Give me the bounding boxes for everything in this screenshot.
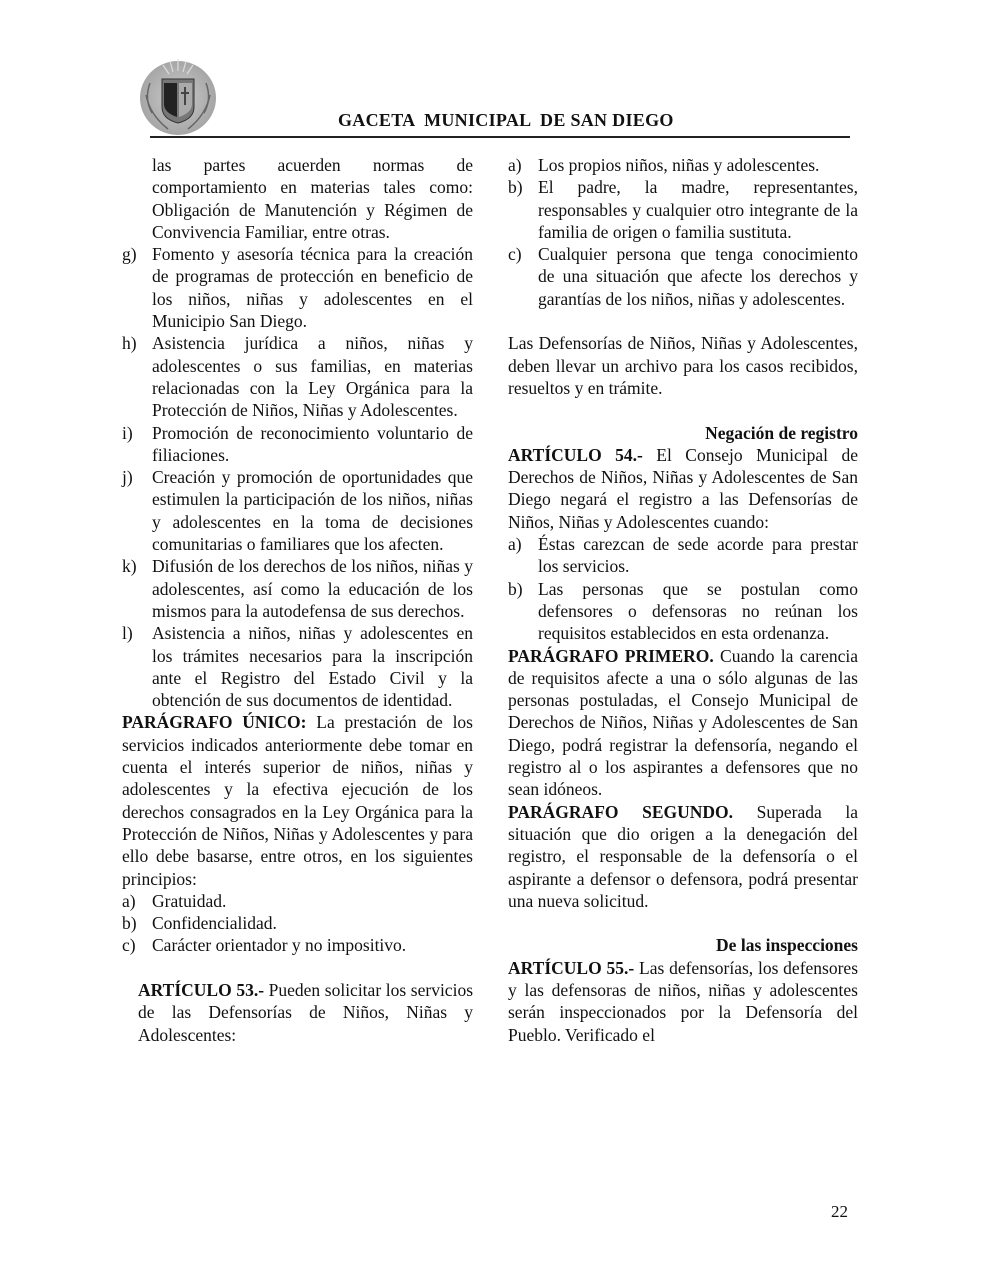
paragrafo-segundo-text: Superada la situación que dio origen a la denegación del registro, el responsable de la defensoría o el aspirante a defensor o defensora, podrá presentar una nueva solicitud. bbox=[508, 801, 858, 911]
list-marker: j) bbox=[122, 467, 133, 488]
list-marker: l) bbox=[122, 623, 133, 644]
list-text: Los propios niños, niñas y adolescentes. bbox=[538, 155, 820, 175]
principle-item-b bbox=[122, 912, 473, 934]
article-53 bbox=[122, 979, 473, 1046]
article-55-text: Las defensorías, los defensores y las defensoras de niños, niñas y adolescentes serán inspeccionados por la Defensoría del Pueblo. Verificado el bbox=[508, 957, 859, 1045]
list-text: Creación y promoción de oportunidades que estimulen la participación de los niños, niñas y adolescentes en la toma de decisiones comunitarias o familiares que los afecten. bbox=[152, 467, 473, 555]
spacer bbox=[508, 912, 858, 934]
list-marker: g) bbox=[122, 244, 137, 265]
list-marker: h) bbox=[122, 333, 137, 354]
gazette-title: GACETA MUNICIPAL DE SAN DIEGO bbox=[338, 110, 674, 130]
article-55-label: ARTÍCULO 55.- bbox=[508, 957, 635, 978]
article-54-item-b bbox=[508, 578, 858, 645]
list-item-k bbox=[122, 555, 473, 622]
list-marker: c) bbox=[508, 244, 522, 265]
continuation-paragraph: las partes acuerden normas de comportamiento en materias tales como: Obligación de Manutención y Régimen de Convivencia Familiar, entre otras. bbox=[152, 155, 473, 242]
paragrafo-segundo-label: PARÁGRAFO SEGUNDO. bbox=[508, 801, 734, 822]
article-53-item-c bbox=[508, 243, 858, 310]
list-item-h bbox=[122, 332, 473, 421]
list-text: Difusión de los derechos de los niños, niñas y adolescentes, así como la educación de los mismos para la autodefensa de sus derechos. bbox=[152, 556, 473, 621]
article-54-item-a bbox=[508, 533, 858, 578]
paragrafo-primero-text: Cuando la carencia de requisitos afecte a una o sólo algunas de las personas postuladas, el Consejo Municipal de Derechos de Niños, Niñas y Adolescentes de San Diego, podrá registrar la defensoría, negando el registro al o los aspirantes a defensores que no sean idóneos. bbox=[508, 645, 858, 800]
list-marker: a) bbox=[508, 155, 522, 175]
list-marker: b) bbox=[508, 578, 523, 599]
list-text: Promoción de reconocimiento voluntario de filiaciones. bbox=[152, 422, 473, 465]
left-column bbox=[122, 154, 473, 1046]
list-marker: a) bbox=[508, 534, 522, 555]
list-text: Asistencia a niños, niñas y adolescentes en los trámites necesarios para la inscripción ante el Registro del Estado Civil y la obtención de sus documentos de identidad. bbox=[152, 623, 473, 711]
paragrafo-unico-text: La prestación de los servicios indicados anteriormente debe tomar en cuenta el interés superior de niños, niñas y adolescentes y la efectiva ejecución de los derechos consagrados en la Ley Orgánica para la Protección de Niños, Niñas y Adolescentes y para ello debe basarse, entre otros, en los siguientes principios: bbox=[122, 712, 473, 889]
municipal-seal-icon bbox=[138, 55, 218, 137]
principle-item-a bbox=[122, 890, 473, 912]
list-marker: k) bbox=[122, 556, 137, 577]
article-55 bbox=[508, 957, 858, 1046]
list-text: Carácter orientador y no impositivo. bbox=[152, 935, 407, 956]
list-item-j bbox=[122, 466, 473, 555]
section-heading-negacion: Negación de registro bbox=[705, 422, 858, 443]
article-54-label: ARTÍCULO 54.- bbox=[508, 444, 643, 465]
list-marker: i) bbox=[122, 422, 133, 443]
list-item-i bbox=[122, 422, 473, 467]
list-text: Las personas que se postulan como defensores o defensoras no reúnan los requisitos establecidos en esta ordenanza. bbox=[538, 578, 858, 644]
article-54-text: El Consejo Municipal de Derechos de Niños, Niñas y Adolescentes de San Diego negará el registro a las Defensorías de Niños, Niñas y Adolescentes cuando: bbox=[508, 444, 858, 532]
article-53-item-b bbox=[508, 176, 858, 243]
list-marker: b) bbox=[122, 913, 137, 934]
article-53-label: ARTÍCULO 53.- bbox=[138, 979, 265, 1000]
list-marker: b) bbox=[508, 177, 523, 198]
list-text: Fomento y asesoría técnica para la creación de programas de protección en beneficio de los niños, niñas y adolescentes en el Municipio San Diego. bbox=[152, 244, 473, 332]
page-number: 22 bbox=[831, 1202, 848, 1221]
right-column bbox=[508, 154, 858, 1046]
article-53-text: Pueden solicitar los servicios de las Defensorías de Niños, Niñas y Adolescentes: bbox=[138, 979, 473, 1045]
spacer bbox=[508, 310, 858, 332]
list-item-l bbox=[122, 622, 473, 711]
article-54 bbox=[508, 444, 858, 533]
paragrafo-segundo bbox=[508, 801, 858, 912]
paragrafo-primero-label: PARÁGRAFO PRIMERO. bbox=[508, 645, 714, 666]
list-text: Confidencialidad. bbox=[152, 913, 277, 934]
list-text: Éstas carezcan de sede acorde para prestar los servicios. bbox=[538, 534, 858, 577]
header-divider bbox=[150, 136, 850, 138]
list-marker: a) bbox=[122, 890, 136, 911]
list-text: Gratuidad. bbox=[152, 890, 227, 911]
spacer bbox=[122, 957, 473, 979]
paragrafo-unico-label: PARÁGRAFO ÚNICO: bbox=[122, 712, 307, 733]
list-text: Cualquier persona que tenga conocimiento de una situación que afecte los derechos y garantías de los niños, niñas y adolescentes. bbox=[538, 244, 858, 309]
section-heading-inspecciones: De las inspecciones bbox=[716, 935, 858, 956]
article-53-item-a bbox=[508, 154, 858, 176]
archive-paragraph: Las Defensorías de Niños, Niñas y Adolescentes, deben llevar un archivo para los casos recibidos, resueltos y en trámite. bbox=[508, 333, 858, 398]
list-text: El padre, la madre, representantes, responsables y cualquier otro integrante de la familia de origen o familia sustituta. bbox=[538, 177, 858, 242]
list-marker: c) bbox=[122, 935, 136, 956]
list-text: Asistencia jurídica a niños, niñas y adolescentes o sus familias, en materias relacionadas con la Ley Orgánica para la Protección de Niños, Niñas y Adolescentes. bbox=[152, 333, 473, 421]
paragrafo-unico bbox=[122, 711, 473, 889]
paragrafo-primero bbox=[508, 645, 858, 801]
principle-item-c bbox=[122, 934, 473, 956]
list-item-g bbox=[122, 243, 473, 332]
spacer bbox=[508, 399, 858, 421]
